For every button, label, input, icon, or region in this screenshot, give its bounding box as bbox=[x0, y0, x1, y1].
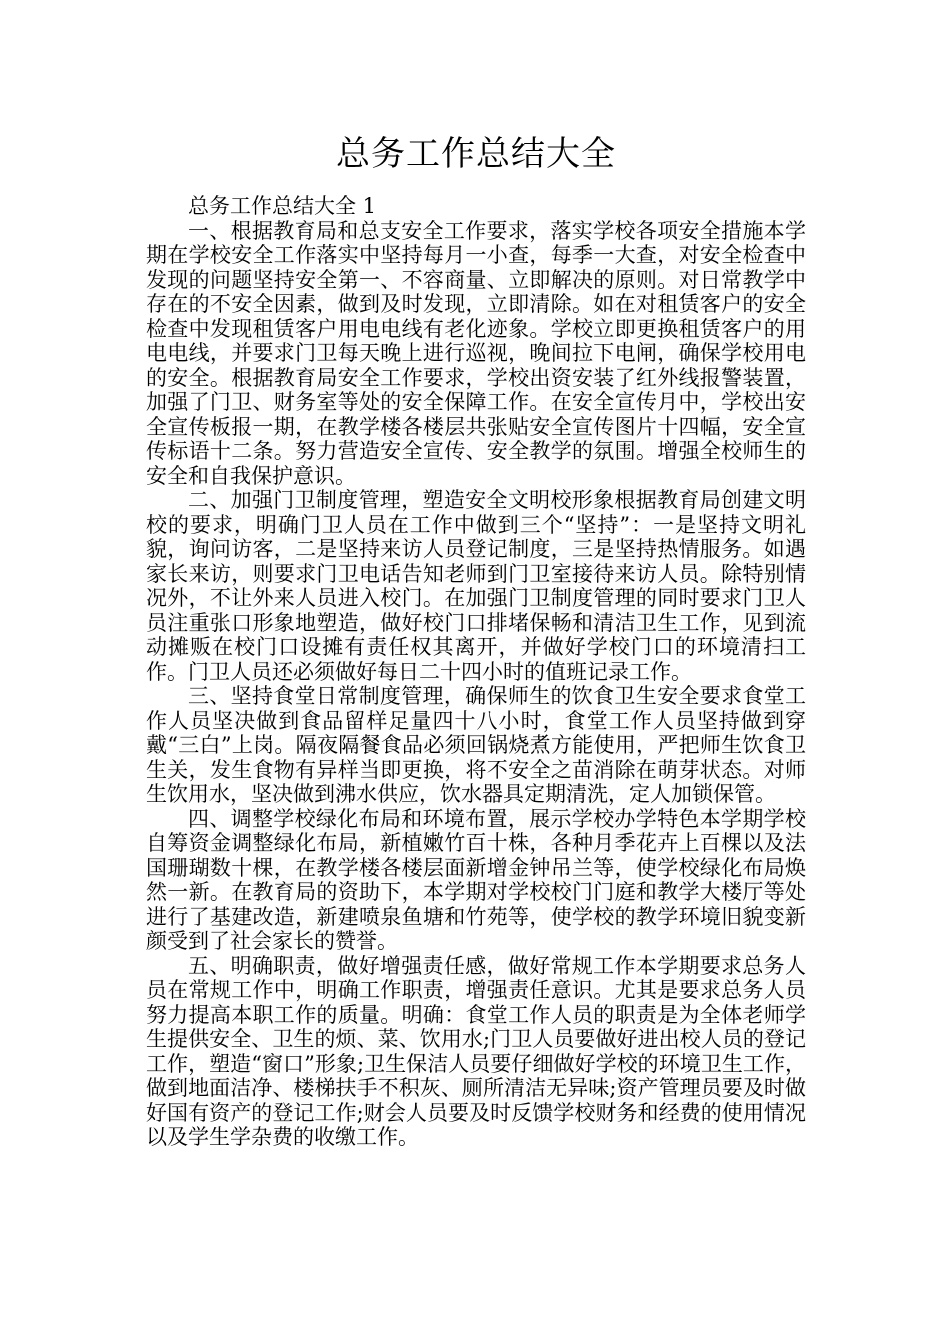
paragraph-1: 一、根据教育局和总支安全工作要求，落实学校各项安全措施本学期在学校安全工作落实中坚持每月一小查，每季一大查，对安全检查中发现的问题坚持安全第一、不容商量、立即解决的原则。对日常教学中存在的不安全因素，做到及时发现，立即清除。如在对租赁客户的安全检查中发现租赁客户用电电线有老化迹象。学校立即更换租赁客户的用电电线，并要求门卫每天晚上进行巡视，晚间拉下电闸，确保学校用电的安全。根据教育局安全工作要求，学校出资安装了红外线报警装置，加强了门卫、财务室等处的安全保障工作。在安全宣传月中，学校出安全宣传板报一期，在教学楼各楼层共张贴安全宣传图片十四幅，安全宣传标语十二条。努力营造安全宣传、安全教学的氛围。增强全校师生的安全和自我保护意识。 bbox=[146, 218, 806, 488]
paragraph-3: 三、坚持食堂日常制度管理，确保师生的饮食卫生安全要求食堂工作人员坚决做到食品留样足量四十八小时，食堂工作人员坚持做到穿戴“三白”上岗。隔夜隔餐食品必须回锅烧煮方能使用，严把师生饮食卫生关，发生食物有异样当即更换，将不安全之苗消除在萌芽状态。对师生饮用水，坚决做到沸水供应，饮水器具定期清洗，定人加锁保管。 bbox=[146, 684, 806, 806]
paragraph-4: 四、调整学校绿化布局和环境布置，展示学校办学特色本学期学校自筹资金调整绿化布局，新植嫩竹百十株，各种月季花卉上百棵以及法国珊瑚数十棵，在教学楼各楼层面新增金钟吊兰等，使学校绿化布局焕然一新。在教育局的资助下，本学期对学校校门门庭和教学大楼厅等处进行了基建改造，新建喷泉鱼塘和竹苑等，使学校的教学环境旧貌变新颜受到了社会家长的赞誉。 bbox=[146, 806, 806, 953]
document-page bbox=[146, 0, 806, 1150]
document-body bbox=[146, 194, 806, 1150]
paragraph-5: 五、明确职责，做好增强责任感，做好常规工作本学期要求总务人员在常规工作中，明确工作职责，增强责任意识。尤其是要求总务人员努力提高本职工作的质量。明确：食堂工作人员的职责是为全体老师学生提供安全、卫生的烦、菜、饮用水;门卫人员要做好进出校人员的登记工作，塑造“窗口”形象;卫生保洁人员要仔细做好学校的环境卫生工作，做到地面洁净、楼梯扶手不积灰、厕所清洁无异味;资产管理员要及时做好国有资产的登记工作;财会人员要及时反馈学校财务和经费的使用情况以及学生学杂费的收缴工作。 bbox=[146, 953, 806, 1149]
paragraph-2: 二、加强门卫制度管理，塑造安全文明校形象根据教育局创建文明校的要求，明确门卫人员在工作中做到三个“坚持”：一是坚持文明礼貌，询问访客，二是坚持来访人员登记制度，三是坚持热情服务。如遇家长来访，则要求门卫电话告知老师到门卫室接待来访人员。除特别情况外，不让外来人员进入校门。在加强门卫制度管理的同时要求门卫人员注重张口形象地塑造，做好校门口排堵保畅和清洁卫生工作，见到流动摊贩在校门口设摊有责任权其离开，并做好学校门口的环境清扫工作。门卫人员还必须做好每日二十四小时的值班记录工作。 bbox=[146, 488, 806, 684]
document-title: 总务工作总结大全 bbox=[336, 134, 616, 174]
section-subtitle: 总务工作总结大全 1 bbox=[188, 194, 377, 218]
